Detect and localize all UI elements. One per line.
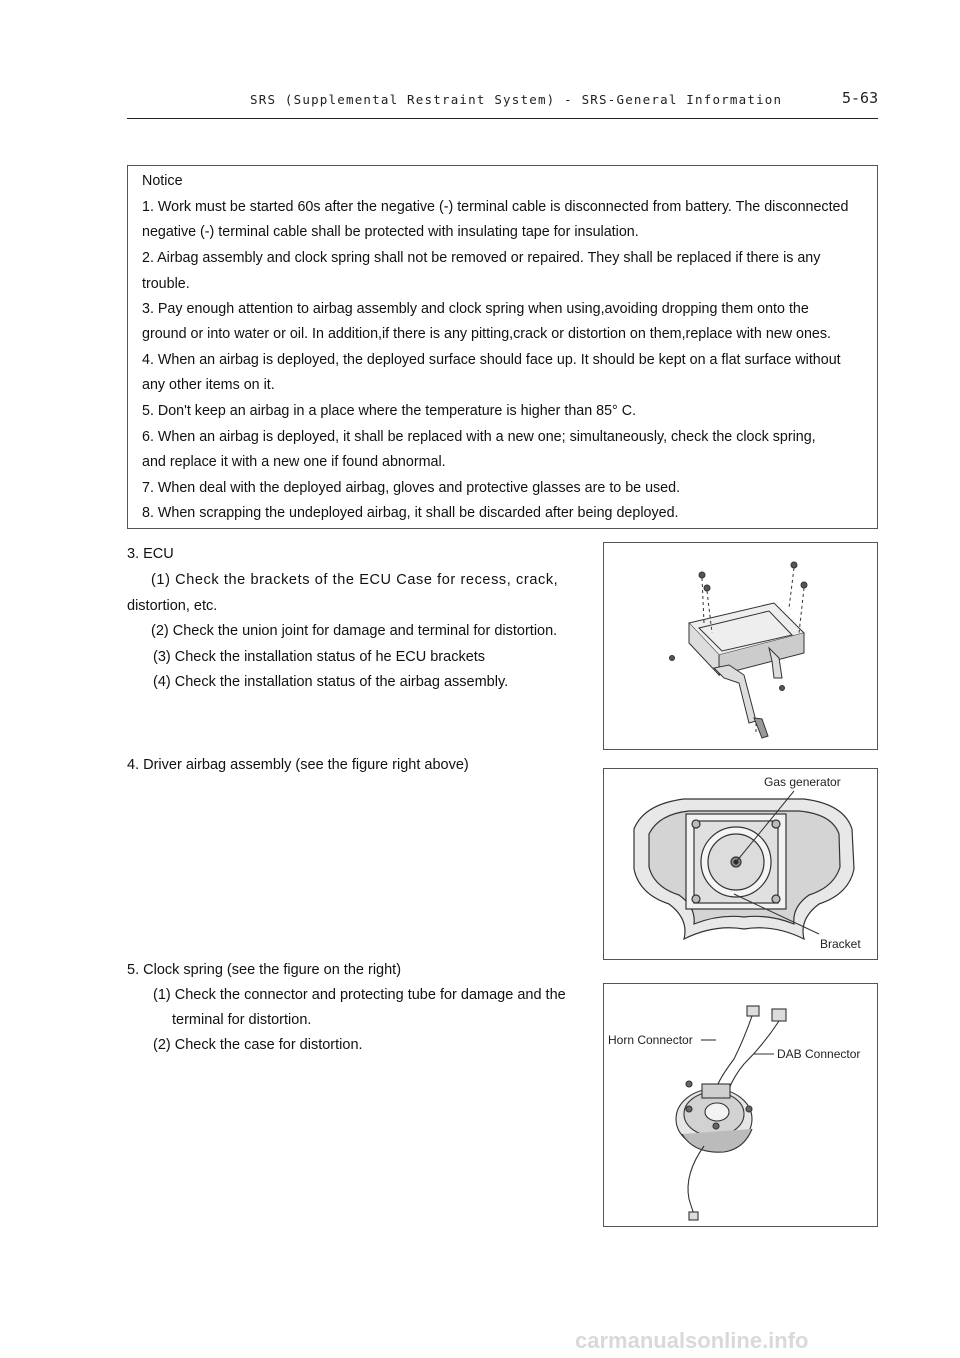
horn-connector-label: Horn Connector: [608, 1033, 693, 1047]
notice-line: trouble.: [142, 276, 190, 292]
driver-airbag-drawing: [604, 769, 877, 959]
notice-line: 6. When an airbag is deployed, it shall be replaced with a new one; simultaneously, check the clock spring,: [142, 429, 816, 445]
bracket-label: Bracket: [820, 937, 861, 951]
watermark: carmanualsonline.info: [575, 1328, 809, 1353]
notice-line: 3. Pay enough attention to airbag assembly and clock spring when using,avoiding dropping them onto the: [142, 301, 809, 317]
notice-line: 2. Airbag assembly and clock spring shall not be removed or repaired. They shall be replaced if there is any: [142, 250, 821, 266]
driver-airbag-figure: [603, 768, 878, 960]
notice-line: 4. When an airbag is deployed, the deployed surface should face up. It should be kept on a flat surface without: [142, 352, 841, 368]
gas-generator-label: Gas generator: [764, 775, 841, 789]
clock-spring-check-2: (2) Check the case for distortion.: [153, 1037, 363, 1053]
ecu-bracket-figure: [603, 542, 878, 750]
ecu-check-3: (3) Check the installation status of he ECU brackets: [153, 649, 486, 665]
header-rule: [127, 118, 878, 119]
ecu-check-2: (2) Check the union joint for damage and terminal for distortion.: [151, 623, 558, 639]
ecu-check-1: (1) Check the brackets of the ECU Case for recess, crack,: [151, 572, 559, 588]
notice-line: 7. When deal with the deployed airbag, gloves and protective glasses are to be used.: [142, 480, 681, 496]
notice-line: 8. When scrapping the undeployed airbag, it shall be discarded after being deployed.: [142, 505, 679, 521]
page-number: 5-63: [842, 89, 879, 107]
ecu-check-1-cont: distortion, etc.: [127, 598, 218, 614]
driver-airbag-heading: 4. Driver airbag assembly (see the figure right above): [127, 757, 469, 773]
notice-line: and replace it with a new one if found abnormal.: [142, 454, 446, 470]
clock-spring-heading: 5. Clock spring (see the figure on the right): [127, 962, 402, 978]
ecu-check-4: (4) Check the installation status of the airbag assembly.: [153, 674, 509, 690]
clock-spring-check-1: (1) Check the connector and protecting tube for damage and the: [153, 987, 566, 1003]
notice-heading: Notice: [142, 173, 183, 189]
notice-line: any other items on it.: [142, 377, 275, 393]
clock-spring-check-1-cont: terminal for distortion.: [172, 1012, 312, 1028]
notice-line: ground or into water or oil. In addition,if there is any pitting,crack or distortion on them,replace with new ones.: [142, 326, 831, 342]
notice-box: [127, 165, 878, 529]
notice-line: 1. Work must be started 60s after the negative (-) terminal cable is disconnected from battery. The disconnected: [142, 199, 849, 215]
clock-spring-drawing: [604, 984, 877, 1226]
dab-connector-label: DAB Connector: [777, 1047, 861, 1061]
page-header-title: SRS (Supplemental Restraint System) - SRS-General Information: [250, 92, 783, 107]
notice-line: negative (-) terminal cable shall be protected with insulating tape for insulation.: [142, 224, 639, 240]
ecu-bracket-drawing: [604, 543, 877, 749]
notice-line: 5. Don't keep an airbag in a place where the temperature is higher than 85° C.: [142, 403, 637, 419]
clock-spring-figure: [603, 983, 878, 1227]
ecu-heading: 3. ECU: [127, 546, 174, 562]
